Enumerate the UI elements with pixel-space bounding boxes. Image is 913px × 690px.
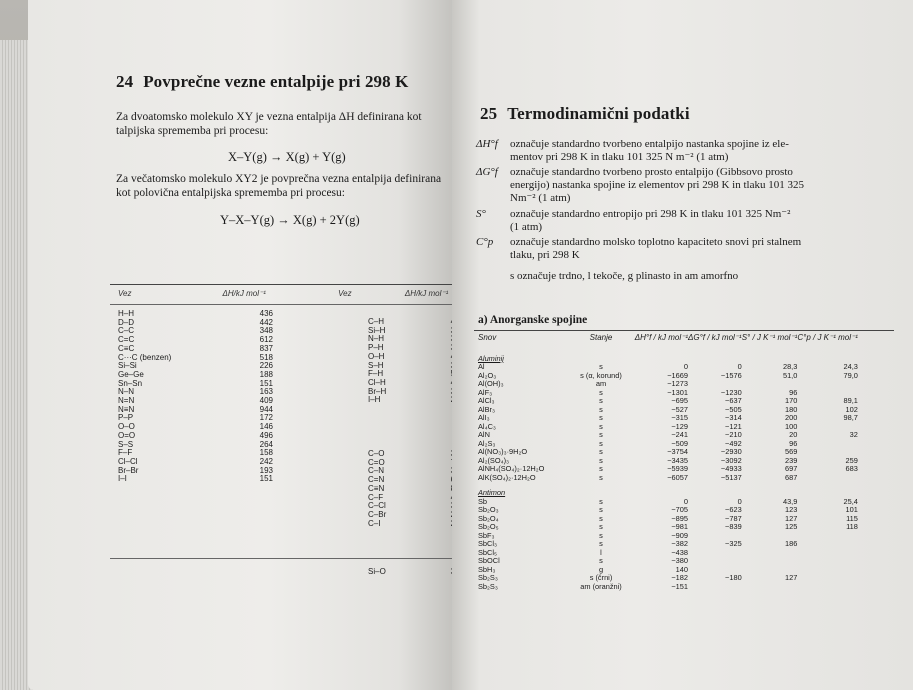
thermo-row bbox=[478, 574, 858, 583]
intro-paragraph-2: Za večatomsko molekulo XY2 je povprečna vezna entalpija definirana bbox=[116, 173, 442, 185]
table-header-rule bbox=[110, 304, 460, 305]
substance: SbH₃ bbox=[478, 564, 496, 574]
dhf-value: −527 bbox=[671, 404, 688, 414]
dgf-value bbox=[688, 549, 742, 558]
bond-value: 518 bbox=[259, 352, 273, 362]
bond-row bbox=[368, 511, 464, 520]
table-top-rule bbox=[110, 284, 460, 285]
bond-row bbox=[118, 319, 273, 328]
bond-label: N≡N bbox=[118, 404, 135, 414]
symbol-dgf: ΔG°f bbox=[476, 166, 498, 178]
state: g bbox=[598, 564, 604, 574]
thermo-row bbox=[478, 557, 858, 566]
bond-row bbox=[118, 475, 273, 484]
thermo-row bbox=[478, 515, 858, 524]
substance: Sb bbox=[478, 496, 488, 506]
bond-value: 837 bbox=[259, 343, 273, 353]
section-title-text: Termodinamični podatki bbox=[507, 104, 690, 123]
dgf-value: −3092 bbox=[720, 455, 742, 465]
bond-label: Cl–Cl bbox=[118, 456, 138, 466]
definition-line: mentov pri 298 K in tlaku 101 325 N m⁻² (1 atm) bbox=[510, 151, 729, 163]
bond-value: 944 bbox=[259, 404, 273, 414]
dhf-value: −380 bbox=[671, 556, 688, 565]
cp-value: 118 bbox=[846, 522, 858, 531]
entropy-value: 125 bbox=[785, 522, 798, 531]
bond-row bbox=[118, 397, 273, 406]
bond-value: 436 bbox=[259, 309, 273, 318]
dgf-value: −4933 bbox=[720, 464, 742, 473]
thermo-group-name: Aluminij bbox=[478, 353, 504, 363]
bond-label: C–H bbox=[368, 317, 385, 326]
dhf-value: 0 bbox=[683, 362, 688, 371]
state: s bbox=[599, 430, 603, 439]
dgf-value: 0 bbox=[737, 362, 742, 371]
cp-value bbox=[797, 440, 858, 449]
substance: SbOCl bbox=[478, 556, 500, 565]
bond-label: C–C bbox=[118, 326, 135, 336]
symbol-s: S° bbox=[476, 208, 486, 220]
bond-row bbox=[118, 354, 273, 363]
bond-row bbox=[118, 406, 273, 415]
bond-label: Sn–Sn bbox=[118, 378, 143, 388]
dgf-value: −314 bbox=[725, 413, 742, 422]
cp-value bbox=[797, 380, 858, 389]
thermo-row bbox=[478, 532, 858, 541]
thermo-group-row bbox=[478, 482, 858, 498]
substance: Al₂O₃ bbox=[478, 370, 497, 380]
thermo-row bbox=[478, 540, 858, 549]
bond-label: C–I bbox=[368, 518, 381, 528]
state: s bbox=[599, 556, 603, 565]
bond-value: 264 bbox=[259, 439, 273, 449]
entropy-value: 186 bbox=[785, 539, 798, 548]
thermo-row bbox=[478, 397, 858, 406]
definition-s bbox=[510, 208, 790, 234]
bond-row bbox=[118, 423, 273, 432]
bond-value: 151 bbox=[259, 378, 273, 388]
bond-row bbox=[118, 310, 273, 319]
dgf-value: −121 bbox=[725, 421, 742, 431]
thermo-table bbox=[478, 334, 858, 591]
dgf-value: −210 bbox=[725, 430, 742, 439]
entropy-value bbox=[742, 549, 798, 558]
dhf-value: −909 bbox=[671, 530, 688, 540]
bond-value: 442 bbox=[259, 317, 273, 327]
bond-label: C=C bbox=[118, 335, 135, 345]
bond-label: C–Cl bbox=[368, 501, 386, 511]
bond-label: O–H bbox=[368, 351, 385, 361]
cp-value: 98,7 bbox=[843, 413, 858, 422]
bond-label: C≡N bbox=[368, 483, 385, 493]
substance: AlCl₃ bbox=[478, 396, 495, 405]
state: l bbox=[600, 547, 602, 557]
thermo-header-row bbox=[478, 334, 858, 349]
table-bottom-rule bbox=[110, 558, 460, 559]
bond-label: N–N bbox=[118, 387, 135, 397]
substance: Sb₂O₅ bbox=[478, 522, 499, 531]
bond-value: 612 bbox=[259, 335, 273, 345]
dhf-value: 0 bbox=[683, 496, 688, 506]
entropy-value: 569 bbox=[785, 447, 798, 456]
bond-value: 242 bbox=[259, 456, 273, 466]
thermo-group-row bbox=[478, 349, 858, 364]
cp-value: 79,0 bbox=[843, 370, 858, 380]
symbol-dhf: ΔH°f bbox=[476, 138, 498, 150]
bond-row bbox=[118, 327, 273, 336]
cp-value: 683 bbox=[845, 464, 858, 473]
dhf-value: −695 bbox=[671, 396, 688, 405]
thermo-row bbox=[478, 414, 858, 423]
bond-table-header bbox=[118, 290, 464, 299]
definition-line: (1 atm) bbox=[510, 221, 543, 233]
state: s bbox=[599, 396, 603, 405]
definition-line: označuje standardno entropijo pri 298 K in tlaku 101 325 Nm⁻² bbox=[510, 208, 791, 220]
bond-row bbox=[118, 449, 273, 458]
entropy-value: 51,0 bbox=[782, 370, 798, 380]
state: s bbox=[599, 413, 603, 422]
cp-value: 24,3 bbox=[843, 362, 858, 371]
bond-label: P–H bbox=[368, 343, 384, 353]
symbol-cp: C°p bbox=[476, 236, 494, 248]
substance: SbF₃ bbox=[478, 530, 495, 540]
state: s bbox=[599, 522, 603, 531]
substance: Sb₂S₃ bbox=[478, 573, 498, 582]
dhf-value: −315 bbox=[671, 413, 688, 422]
substance: SbCl₃ bbox=[478, 539, 498, 548]
substance: Sb₂O₄ bbox=[478, 513, 499, 523]
thermo-row bbox=[478, 523, 858, 532]
bond-value: 188 bbox=[259, 369, 273, 379]
dhf-value: −6057 bbox=[667, 472, 688, 482]
entropy-value: 200 bbox=[785, 413, 798, 422]
dhf-value: −3754 bbox=[667, 447, 688, 456]
bond-value: 496 bbox=[259, 430, 273, 440]
bond-label: O=O bbox=[118, 430, 136, 440]
bond-table-left bbox=[118, 310, 273, 484]
bond-label: D–D bbox=[118, 317, 135, 327]
definition-line: tlaku, pri 298 K bbox=[510, 249, 580, 261]
entropy-value: 100 bbox=[785, 421, 798, 431]
dgf-value: −325 bbox=[725, 539, 742, 548]
section-number: 24 bbox=[116, 72, 134, 91]
thermo-group-name: Antimon bbox=[478, 488, 506, 497]
dhf-value: −151 bbox=[671, 581, 688, 591]
definition-line: označuje standardno molsko toplotno kapaciteto snovi pri stalnem bbox=[510, 236, 802, 248]
cp-value: 89,1 bbox=[843, 396, 858, 405]
bond-row bbox=[118, 414, 273, 423]
thermo-col-header: Snov bbox=[478, 333, 497, 342]
dgf-value: −637 bbox=[725, 396, 742, 405]
dhf-value: −382 bbox=[671, 539, 688, 548]
entropy-value bbox=[742, 583, 798, 592]
col-header-enthalpy-2: ΔH/kJ mol⁻¹ bbox=[404, 289, 449, 298]
bond-label: Cl–H bbox=[368, 377, 386, 387]
dgf-value: −623 bbox=[725, 505, 742, 514]
entropy-value: 20 bbox=[789, 430, 798, 439]
cp-value bbox=[797, 557, 858, 566]
bond-value: 151 bbox=[259, 474, 273, 484]
substance: Al₂(SO₄)₃ bbox=[478, 455, 510, 465]
dhf-value: −895 bbox=[671, 513, 688, 523]
entropy-value: 170 bbox=[785, 396, 798, 405]
state: s bbox=[599, 505, 603, 514]
dhf-value: −1669 bbox=[667, 370, 688, 380]
dhf-value: −981 bbox=[671, 522, 688, 531]
bond-row bbox=[118, 388, 273, 397]
dhf-value: −3435 bbox=[667, 455, 688, 465]
bond-value: 146 bbox=[259, 422, 273, 432]
bond-value: 409 bbox=[259, 396, 273, 406]
state: s bbox=[599, 472, 603, 482]
dgf-value: −492 bbox=[725, 438, 742, 448]
dhf-value: −5939 bbox=[667, 464, 688, 473]
cp-value: 25,4 bbox=[843, 496, 858, 506]
dhf-value: −1301 bbox=[667, 387, 688, 397]
entropy-value: 127 bbox=[785, 513, 798, 523]
section-number: 25 bbox=[480, 104, 498, 123]
entropy-value: 239 bbox=[785, 455, 798, 465]
thermo-col-header: ΔH°f / kJ mol⁻¹ bbox=[634, 333, 688, 342]
substance: AlBr₃ bbox=[478, 404, 495, 414]
bond-value: 158 bbox=[259, 448, 273, 458]
definition-line: označuje standardno tvorbeno prosto entalpijo (Gibbsovo prosto bbox=[510, 166, 793, 178]
bond-label: Si–O bbox=[368, 567, 386, 576]
bond-label: Si–Si bbox=[118, 361, 137, 371]
substance: Al₂S₃ bbox=[478, 438, 496, 448]
definition-line: Nm⁻² (1 atm) bbox=[510, 192, 571, 204]
bond-label: F–H bbox=[368, 369, 384, 379]
entropy-value bbox=[742, 557, 798, 566]
bond-label: F–F bbox=[118, 448, 133, 458]
cp-value bbox=[797, 423, 858, 432]
bond-row bbox=[118, 467, 273, 476]
entropy-value: 180 bbox=[785, 404, 798, 414]
definition-dgf bbox=[510, 166, 804, 205]
dhf-value: −438 bbox=[671, 547, 688, 557]
bond-row bbox=[118, 380, 273, 389]
dhf-value: −705 bbox=[671, 505, 688, 514]
bond-label: Br–H bbox=[368, 386, 387, 396]
dgf-value bbox=[688, 583, 742, 592]
substance: AlN bbox=[478, 430, 490, 439]
state: s bbox=[599, 539, 603, 548]
bond-label: Ge–Ge bbox=[118, 369, 144, 379]
cp-value bbox=[797, 566, 858, 575]
dhf-value: 140 bbox=[675, 564, 688, 574]
bond-row bbox=[118, 458, 273, 467]
bond-row bbox=[118, 441, 273, 450]
col-header-enthalpy: ΔH/kJ mol⁻¹ bbox=[222, 289, 266, 298]
thermo-row bbox=[478, 474, 858, 483]
entropy-value: 96 bbox=[789, 387, 798, 397]
cp-value: 259 bbox=[845, 455, 858, 465]
state: s bbox=[599, 421, 603, 431]
thermo-row bbox=[478, 549, 858, 558]
left-page bbox=[28, 0, 464, 690]
state: s bbox=[599, 464, 603, 473]
bond-label: S–H bbox=[368, 360, 384, 370]
cp-value bbox=[797, 583, 858, 592]
state-note: s označuje trdno, l tekoče, g plinasto in am amorfno bbox=[510, 270, 739, 282]
entropy-value: 123 bbox=[785, 505, 798, 514]
thermo-col-header: Stanje bbox=[589, 333, 613, 342]
state: am (oranžni) bbox=[580, 581, 622, 591]
definition-line: energijo) nastanka spojine iz elementov pri 298 K in tlaku 101 325 bbox=[510, 179, 804, 191]
cp-value bbox=[797, 574, 858, 583]
bond-label: C–O bbox=[368, 449, 385, 458]
section-title-24 bbox=[116, 72, 456, 92]
cp-value bbox=[797, 540, 858, 549]
bond-label: H–H bbox=[118, 309, 135, 318]
entropy-value: 43,9 bbox=[782, 496, 798, 506]
bond-label: Si–H bbox=[368, 325, 386, 335]
cp-value: 102 bbox=[845, 404, 858, 414]
definition-line: označuje standardno tvorbeno entalpijo nastanka spojine iz ele- bbox=[510, 138, 789, 150]
substance: Al₄C₃ bbox=[478, 421, 496, 431]
bond-value: 348 bbox=[259, 326, 273, 336]
bond-label: C–N bbox=[368, 466, 385, 476]
substance: AlNH₄(SO₄)₂·12H₂O bbox=[478, 464, 545, 473]
state: s bbox=[599, 404, 603, 414]
bond-table-right-a bbox=[368, 318, 464, 405]
bond-label: N–H bbox=[368, 334, 385, 344]
substance: AlK(SO₄)₂·12H₂O bbox=[478, 472, 536, 482]
bond-label: I–H bbox=[368, 395, 381, 405]
subsection-title: a) Anorganske spojine bbox=[478, 314, 588, 326]
bond-label: I–I bbox=[118, 474, 127, 484]
entropy-value: 96 bbox=[789, 438, 798, 448]
thermo-row bbox=[478, 431, 858, 440]
bond-label: S–S bbox=[118, 439, 134, 449]
thermo-table-top-rule bbox=[474, 330, 894, 331]
bond-value: 172 bbox=[259, 413, 273, 423]
cp-value bbox=[797, 474, 858, 483]
substance: Al(OH)₃ bbox=[478, 379, 504, 388]
dgf-value: −505 bbox=[725, 404, 742, 414]
thermo-row bbox=[478, 498, 858, 507]
state: am bbox=[595, 379, 607, 388]
thermo-row bbox=[478, 423, 858, 432]
substance: Al(NO₃)₃·9H₂O bbox=[478, 447, 528, 456]
dhf-value: −241 bbox=[671, 430, 688, 439]
entropy-value: 687 bbox=[785, 472, 798, 482]
col-header-bond-2: Vez bbox=[338, 289, 352, 298]
bond-label: P–P bbox=[118, 413, 134, 423]
state: s bbox=[599, 513, 603, 523]
bond-value: 193 bbox=[259, 465, 273, 475]
cp-value bbox=[797, 532, 858, 541]
substance: Sb₂O₃ bbox=[478, 505, 499, 514]
bond-table-last bbox=[368, 568, 464, 577]
equation-1: X–Y(g) → X(g) + Y(g) bbox=[228, 150, 346, 164]
dhf-value: −509 bbox=[671, 438, 688, 448]
state: s (črni) bbox=[589, 573, 613, 582]
dgf-value: −787 bbox=[725, 513, 742, 523]
state: s bbox=[599, 387, 603, 397]
bond-label: C–F bbox=[368, 492, 384, 502]
dgf-value: 0 bbox=[737, 496, 742, 506]
entropy-value: 697 bbox=[785, 464, 798, 473]
dgf-value: −5137 bbox=[720, 472, 742, 482]
state: s bbox=[599, 447, 603, 456]
equation-2: Y–X–Y(g) → X(g) + 2Y(g) bbox=[220, 213, 360, 227]
state: s bbox=[599, 438, 603, 448]
bond-row bbox=[368, 388, 464, 397]
dgf-value: −2930 bbox=[720, 447, 742, 456]
cp-value bbox=[797, 549, 858, 558]
dhf-value: −182 bbox=[671, 573, 688, 582]
bond-label: C=O bbox=[368, 457, 385, 467]
state: s bbox=[599, 530, 603, 540]
bond-row bbox=[118, 432, 273, 441]
intro-paragraph-1: Za dvoatomsko molekulo XY je vezna entalpija ΔH definirana kot bbox=[116, 111, 422, 123]
substance: Sb₂S₃ bbox=[478, 581, 498, 591]
section-title-text: Povprečne vezne entalpije pri 298 K bbox=[143, 72, 409, 91]
section-title-25 bbox=[480, 104, 880, 124]
dgf-value: −1576 bbox=[720, 370, 742, 380]
col-header-bond: Vez bbox=[118, 289, 132, 298]
thermo-col-header: S° / J K⁻¹ mol⁻¹ bbox=[741, 333, 798, 342]
thermo-row bbox=[478, 389, 858, 398]
bond-row bbox=[368, 396, 464, 405]
bond-label: C···C (benzen) bbox=[118, 352, 172, 362]
thermo-row bbox=[478, 566, 858, 575]
thermo-row bbox=[478, 406, 858, 415]
right-page bbox=[452, 0, 913, 690]
intro-paragraph-1b: talpijska sprememba pri procesu: bbox=[116, 125, 269, 137]
state: s bbox=[599, 496, 603, 506]
dhf-value: −129 bbox=[671, 421, 688, 431]
bond-row bbox=[118, 336, 273, 345]
dgf-value: −839 bbox=[725, 522, 742, 531]
cp-value: 32 bbox=[849, 430, 858, 439]
substance: AlF₃ bbox=[478, 387, 493, 397]
bond-label: C–Br bbox=[368, 509, 387, 519]
substance: SbCl₅ bbox=[478, 547, 497, 557]
bond-row bbox=[368, 520, 464, 529]
bond-value: 163 bbox=[259, 387, 273, 397]
thermo-col-header: C°p / J K⁻¹ mol⁻¹ bbox=[797, 333, 858, 342]
bond-label: C=N bbox=[368, 475, 385, 485]
bond-label: C≡C bbox=[118, 343, 135, 353]
bond-label: N=N bbox=[118, 396, 135, 406]
substance: AlI₃ bbox=[478, 413, 490, 422]
cp-value: 115 bbox=[846, 513, 858, 523]
thermo-col-header: ΔG°f / kJ mol⁻¹ bbox=[688, 333, 742, 342]
bond-value: 226 bbox=[259, 361, 273, 371]
dgf-value: −180 bbox=[725, 573, 742, 582]
state: s bbox=[599, 362, 603, 371]
dgf-value: −1230 bbox=[720, 387, 742, 397]
cp-value: 101 bbox=[845, 505, 858, 514]
definition-dhf bbox=[510, 138, 789, 164]
intro-paragraph-2b: kot polovična entalpijska sprememba pri procesu: bbox=[116, 187, 345, 199]
thermo-row bbox=[478, 506, 858, 515]
entropy-value: 127 bbox=[785, 573, 798, 582]
entropy-value: 28,3 bbox=[782, 362, 798, 371]
bond-label: O–O bbox=[118, 422, 135, 432]
definition-cp bbox=[510, 236, 801, 262]
bond-label: Br–Br bbox=[118, 465, 139, 475]
thermo-row bbox=[478, 583, 858, 592]
substance: Al bbox=[478, 362, 485, 371]
state: s (α, korund) bbox=[580, 370, 622, 380]
dgf-value bbox=[688, 557, 742, 566]
bond-table-right-b bbox=[368, 450, 464, 528]
dhf-value: −1273 bbox=[667, 379, 688, 388]
state: s bbox=[599, 455, 603, 465]
